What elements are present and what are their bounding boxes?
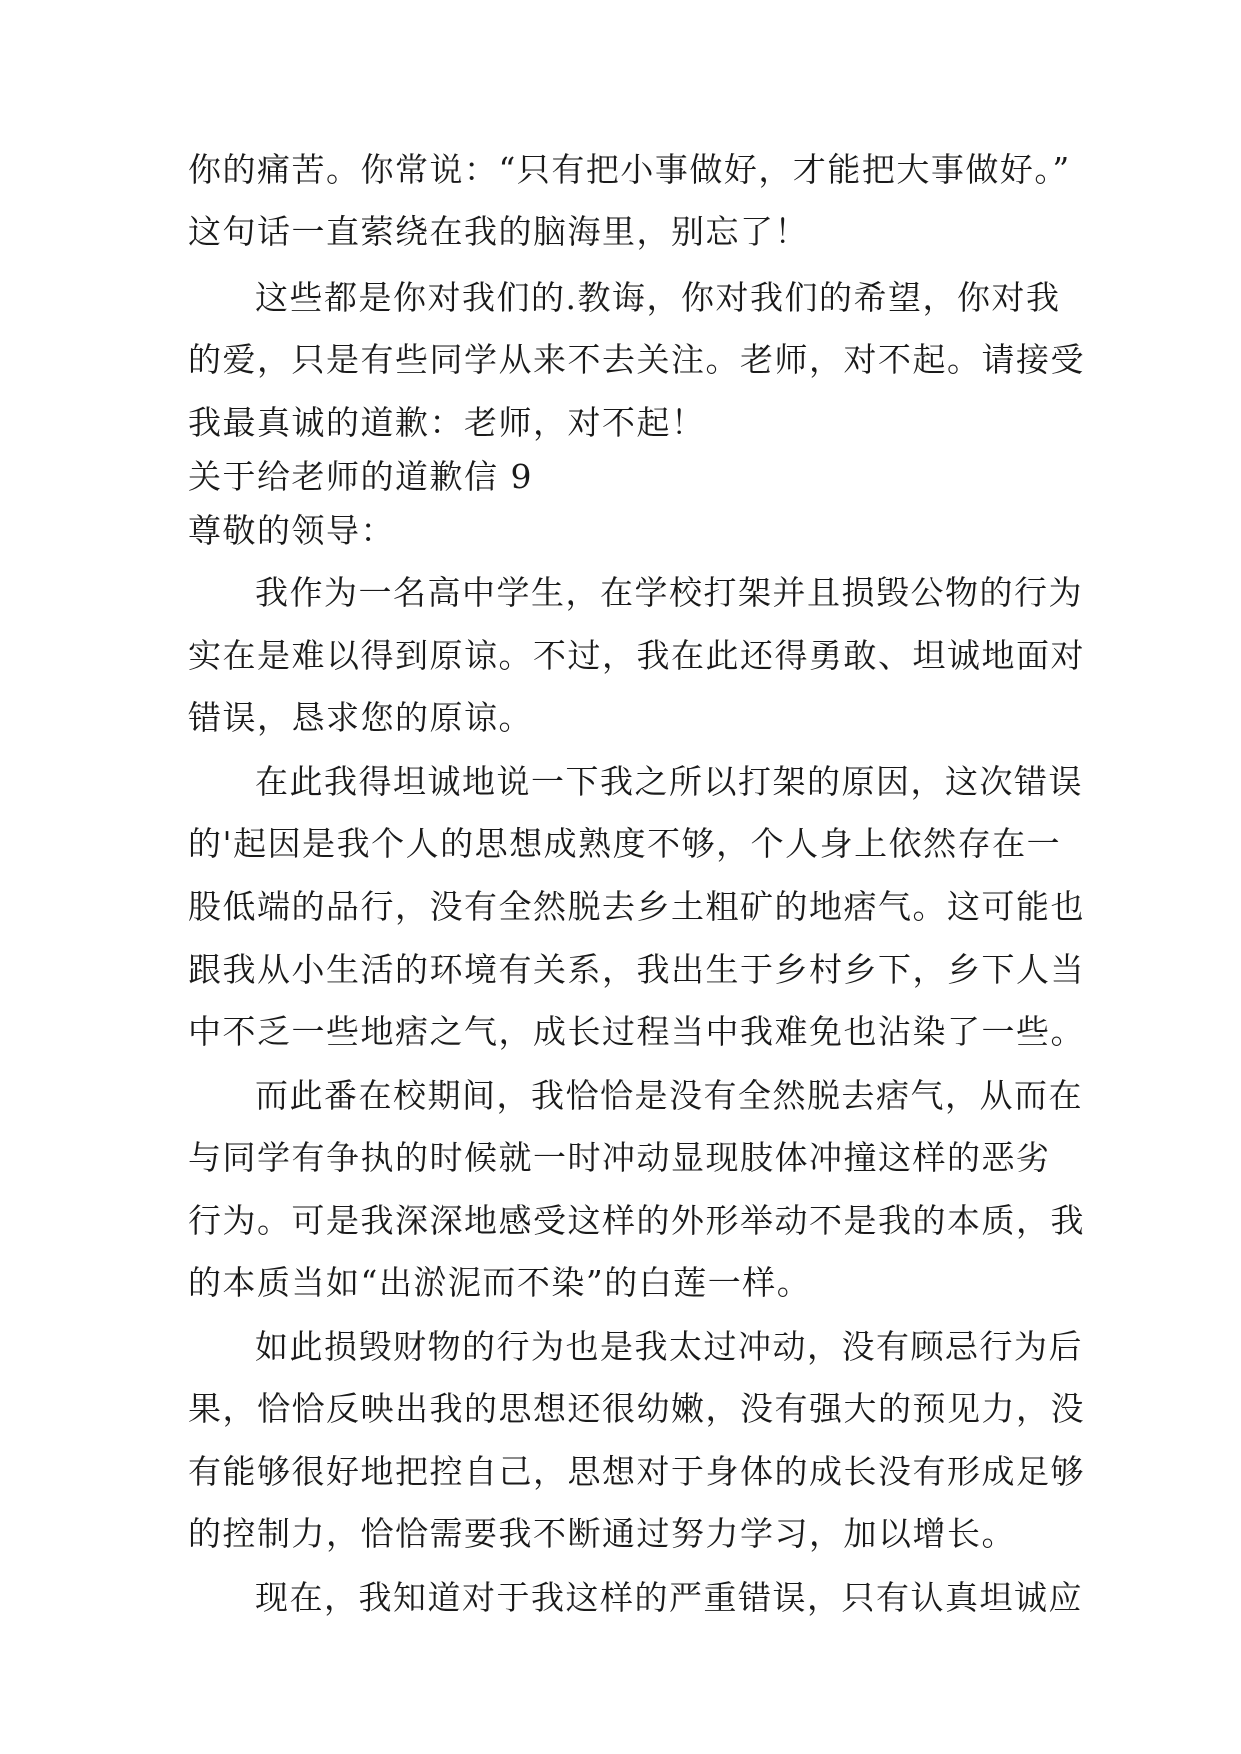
body-text-line: 这句话一直萦绕在我的脑海里，别忘了！ xyxy=(188,212,809,251)
body-text-line: 果，恰恰反映出我的思想还很幼嫩，没有强大的预见力，没 xyxy=(188,1389,1085,1428)
body-text-line: 的控制力，恰恰需要我不断通过努力学习，加以增长。 xyxy=(188,1514,1016,1553)
body-text-line: 与同学有争执的时候就一时冲动显现肢体冲撞这样的恶劣 xyxy=(188,1138,1051,1177)
body-text-line: 如此损毁财物的行为也是我太过冲动，没有顾忌行为后 xyxy=(255,1327,1083,1366)
body-text-line: 而此番在校期间，我恰恰是没有全然脱去痞气，从而在 xyxy=(255,1076,1083,1115)
body-text-line: 你的痛苦。你常说：“只有把小事做好，才能把大事做好。” xyxy=(188,150,1071,189)
body-text-line: 在此我得坦诚地说一下我之所以打架的原因，这次错误 xyxy=(255,762,1083,801)
body-text-line: 股低端的品行，没有全然脱去乡土粗矿的地痞气。这可能也 xyxy=(188,887,1085,926)
body-text-line: 这些都是你对我们的.教诲，你对我们的希望，你对我 xyxy=(255,278,1061,317)
body-text-line: 的爱，只是有些同学从来不去关注。老师，对不起。请接受 xyxy=(188,340,1085,379)
body-text-line: 错误，恳求您的原谅。 xyxy=(188,698,533,737)
body-text-line: 我作为一名高中学生，在学校打架并且损毁公物的行为 xyxy=(255,573,1083,612)
body-text-line: 的'起因是我个人的思想成熟度不够，个人身上依然存在一 xyxy=(188,824,1062,863)
body-text-line: 的本质当如“出淤泥而不染”的白莲一样。 xyxy=(188,1263,812,1302)
body-text-line: 实在是难以得到原谅。不过，我在此还得勇敢、坦诚地面对 xyxy=(188,636,1085,675)
body-text-line: 中不乏一些地痞之气，成长过程当中我难免也沾染了一些。 xyxy=(188,1012,1085,1051)
salutation: 尊敬的领导： xyxy=(188,511,395,550)
body-text-line: 跟我从小生活的环境有关系，我出生于乡村乡下，乡下人当 xyxy=(188,950,1085,989)
section-heading: 关于给老师的道歉信 9 xyxy=(188,457,533,496)
body-text-line: 行为。可是我深深地感受这样的外形举动不是我的本质，我 xyxy=(188,1201,1085,1240)
body-text-line: 我最真诚的道歉：老师，对不起！ xyxy=(188,403,706,442)
body-text-line: 现在，我知道对于我这样的严重错误，只有认真坦诚应 xyxy=(255,1578,1083,1617)
body-text-line: 有能够很好地把控自己，思想对于身体的成长没有形成足够 xyxy=(188,1452,1085,1491)
